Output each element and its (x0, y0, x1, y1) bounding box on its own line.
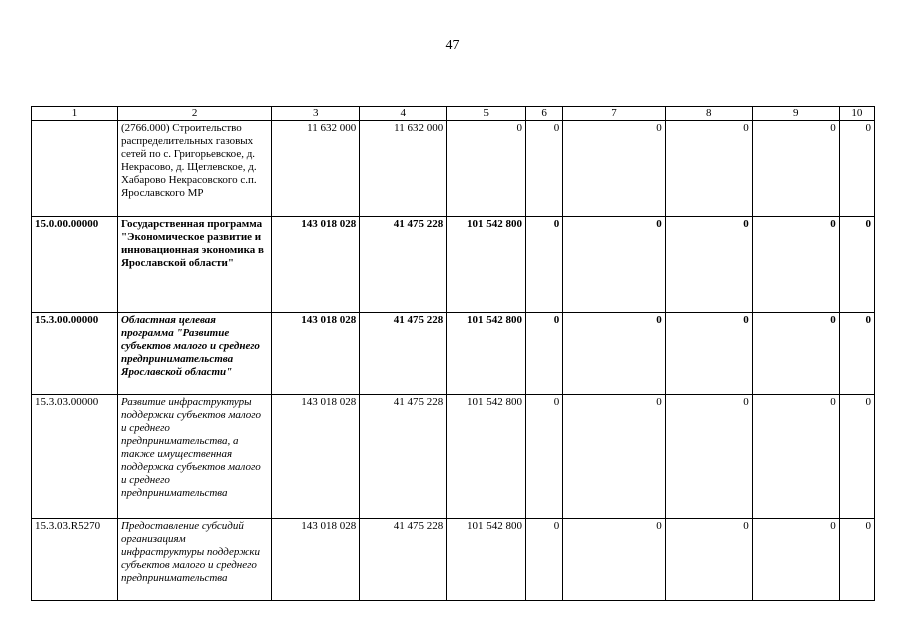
row-name: Предоставление субсидий организациям инфраструктуры поддержки субъектов малого и среднего предпринимательства (117, 519, 271, 601)
table-row (32, 217, 875, 313)
cell-col9: 0 (752, 217, 839, 313)
cell-col10: 0 (839, 313, 874, 395)
column-header: 4 (360, 107, 447, 121)
cell-col8: 0 (665, 313, 752, 395)
row-code: 15.0.00.00000 (32, 217, 118, 313)
row-code: 15.3.03.R5270 (32, 519, 118, 601)
table-row (32, 121, 875, 217)
cell-col9: 0 (752, 313, 839, 395)
cell-col5: 101 542 800 (447, 217, 526, 313)
cell-col6: 0 (525, 519, 562, 601)
cell-col10: 0 (839, 217, 874, 313)
cell-col9: 0 (752, 121, 839, 217)
cell-col3: 143 018 028 (272, 313, 360, 395)
cell-col4: 41 475 228 (360, 395, 447, 519)
column-header: 5 (447, 107, 526, 121)
cell-col10: 0 (839, 121, 874, 217)
cell-col4: 41 475 228 (360, 217, 447, 313)
cell-col3: 143 018 028 (272, 217, 360, 313)
header-row (32, 107, 875, 121)
column-header: 8 (665, 107, 752, 121)
row-name: (2766.000) Строительство распределительных газовых сетей по с. Григорьевское, д. Некрасово, д. Щеглевское, д. Хабарово Некрасовского с.п. Ярославского МР (117, 121, 271, 217)
cell-col7: 0 (563, 313, 666, 395)
row-code (32, 121, 118, 217)
cell-col5: 101 542 800 (447, 313, 526, 395)
column-header: 6 (525, 107, 562, 121)
table-row (32, 313, 875, 395)
row-code: 15.3.00.00000 (32, 313, 118, 395)
column-header: 2 (117, 107, 271, 121)
cell-col3: 143 018 028 (272, 519, 360, 601)
row-name: Областная целевая программа "Развитие субъектов малого и среднего предпринимательства Ярославской области" (117, 313, 271, 395)
cell-col7: 0 (563, 395, 666, 519)
table-row (32, 519, 875, 601)
cell-col5: 0 (447, 121, 526, 217)
cell-col7: 0 (563, 519, 666, 601)
cell-col6: 0 (525, 313, 562, 395)
cell-col10: 0 (839, 519, 874, 601)
cell-col4: 41 475 228 (360, 519, 447, 601)
budget-table (31, 106, 875, 601)
table-row (32, 395, 875, 519)
cell-col9: 0 (752, 395, 839, 519)
row-code: 15.3.03.00000 (32, 395, 118, 519)
cell-col4: 11 632 000 (360, 121, 447, 217)
cell-col3: 143 018 028 (272, 395, 360, 519)
column-header: 1 (32, 107, 118, 121)
row-name: Государственная программа "Экономическое развитие и инновационная экономика в Ярославской области" (117, 217, 271, 313)
cell-col7: 0 (563, 121, 666, 217)
page-number: 47 (445, 38, 460, 53)
cell-col4: 41 475 228 (360, 313, 447, 395)
cell-col3: 11 632 000 (272, 121, 360, 217)
column-header: 7 (563, 107, 666, 121)
column-header: 3 (272, 107, 360, 121)
cell-col10: 0 (839, 395, 874, 519)
row-name: Развитие инфраструктуры поддержки субъектов малого и среднего предпринимательства, а также имущественная поддержка субъектов малого и среднего предпринимательства (117, 395, 271, 519)
cell-col8: 0 (665, 395, 752, 519)
cell-col8: 0 (665, 217, 752, 313)
cell-col8: 0 (665, 519, 752, 601)
cell-col6: 0 (525, 121, 562, 217)
cell-col6: 0 (525, 395, 562, 519)
cell-col7: 0 (563, 217, 666, 313)
cell-col9: 0 (752, 519, 839, 601)
cell-col8: 0 (665, 121, 752, 217)
cell-col5: 101 542 800 (447, 395, 526, 519)
column-header: 9 (752, 107, 839, 121)
column-header: 10 (839, 107, 874, 121)
cell-col5: 101 542 800 (447, 519, 526, 601)
cell-col6: 0 (525, 217, 562, 313)
